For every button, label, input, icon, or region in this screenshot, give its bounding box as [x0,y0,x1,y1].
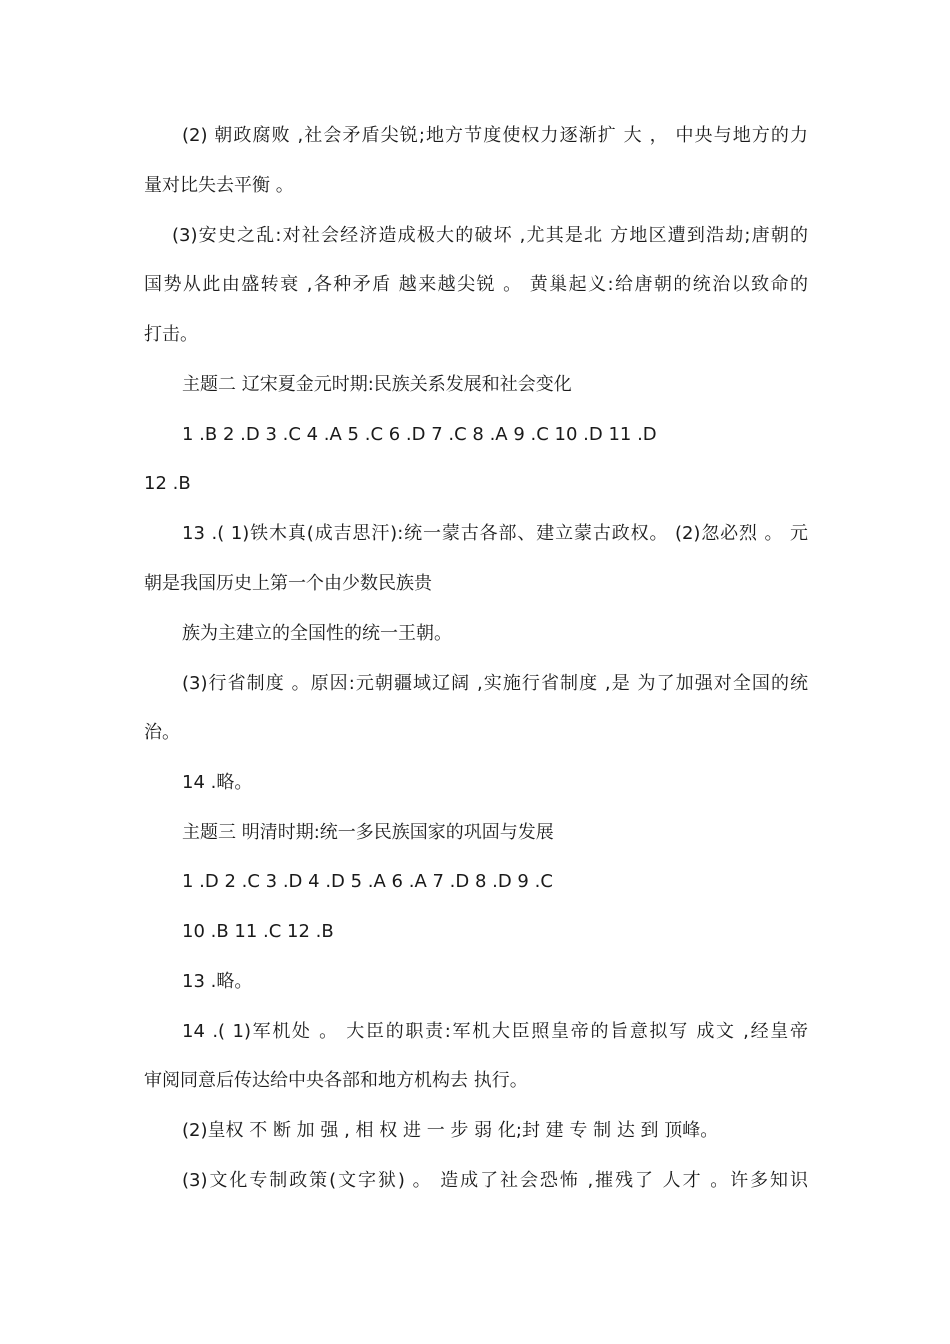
paragraph-line: 朝是我国历史上第一个由少数民族贵 [144,573,432,594]
paragraph-line: 13 .略。 [182,971,253,992]
paragraph-line: (3)行省制度 。原因:元朝疆域辽阔 ,实施行省制度 ,是 为了加强对全国的统 [182,673,808,694]
section-heading: 主题三 明清时期:统一多民族国家的巩固与发展 [182,822,554,843]
paragraph-line: 量对比失去平衡 。 [144,175,294,196]
paragraph-line: (3)安史之乱:对社会经济造成极大的破坏 ,尤其是北 方地区遭到浩劫;唐朝的 [172,225,808,246]
paragraph-line: (2)皇权 不 断 加 强 , 相 权 进 一 步 弱 化;封 建 专 制 达 到 顶峰。 [182,1120,719,1141]
answer-key-line: 12 .B [144,473,191,494]
paragraph-line: (2) 朝政腐败 ,社会矛盾尖锐;地方节度使权力逐渐扩 大 ， 中央与地方的力 [182,125,808,146]
paragraph-line: 国势从此由盛转衰 ,各种矛盾 越来越尖锐 。 黄巢起义:给唐朝的统治以致命的 [144,274,808,295]
section-heading: 主题二 辽宋夏金元时期:民族关系发展和社会变化 [182,374,572,395]
paragraph-line: (3)文化专制政策(文字狱) 。 造成了社会恐怖 ,摧残了 人才 。许多知识 [182,1170,808,1191]
paragraph-line: 打击。 [144,324,198,345]
answer-key-line: 1 .B 2 .D 3 .C 4 .A 5 .C 6 .D 7 .C 8 .A 9 .C 10 .D 11 .D [182,424,657,445]
paragraph-line: 13 .( 1)铁木真(成吉思汗):统一蒙古各部、建立蒙古政权。 (2)忽必烈 。 元 [182,523,808,544]
paragraph-line: 14 .略。 [182,772,253,793]
answer-key-line: 10 .B 11 .C 12 .B [182,921,334,942]
paragraph-line: 治。 [144,722,180,743]
answer-key-line: 1 .D 2 .C 3 .D 4 .D 5 .A 6 .A 7 .D 8 .D 9 .C [182,871,553,892]
paragraph-line: 14 .( 1)军机处 。 大臣的职责:军机大臣照皇帝的旨意拟写 成文 ,经皇帝 [182,1021,808,1042]
paragraph-line: 族为主建立的全国性的统一王朝。 [182,623,452,644]
paragraph-line: 审阅同意后传达给中央各部和地方机构去 执行。 [144,1070,528,1091]
